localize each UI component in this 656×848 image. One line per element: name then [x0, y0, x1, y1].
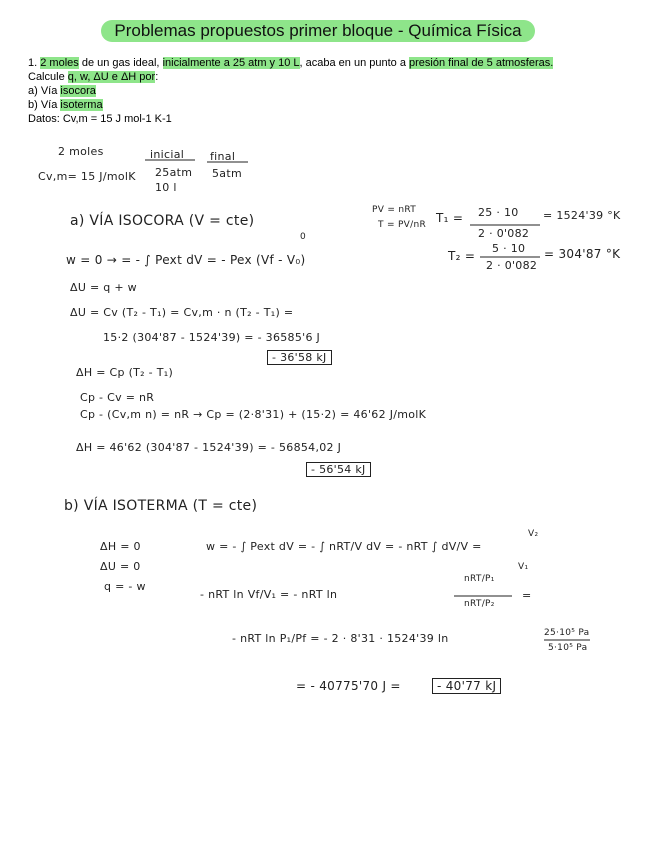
highlight-initial-state: inicialmente a 25 atm y 10 L: [162, 57, 300, 69]
t2-result: = 304'87 °K: [544, 247, 621, 261]
q-minus-w: q = - w: [104, 580, 146, 593]
highlight-final-pressure: presión final de 5 atmosferas.: [409, 57, 554, 69]
work-integral: w = - ∫ Pext dV = - ∫ nRT/V dV = - nRT ∫ dV/V =: [206, 540, 482, 553]
t1-denominator: 2 · 0'082: [478, 227, 530, 240]
text-segment: , acaba en un punto a: [299, 57, 410, 69]
du-zero: ΔU = 0: [100, 560, 141, 573]
du-result-box: - 36'58 kJ: [267, 350, 332, 365]
dh-formula: ΔH = Cp (T₂ - T₁): [76, 366, 174, 379]
t2-numerator: 5 · 10: [492, 242, 526, 255]
t2-lhs: T₂ =: [448, 249, 476, 263]
t1-result: = 1524'39 °K: [543, 209, 621, 222]
cp-relation: Cp - Cv = nR: [80, 391, 155, 404]
note-inicial-v: 10 l: [155, 181, 177, 194]
section-a-heading: a) VÍA ISOCORA (V = cte): [70, 213, 255, 229]
integral-upper: V₂: [528, 529, 539, 539]
note-inicial-p: 25atm: [155, 166, 193, 179]
note-cvm: Cv,m= 15 J/molK: [38, 170, 136, 183]
final-result: = - 40775'70 J =: [296, 679, 401, 693]
first-law: ΔU = q + w: [70, 281, 137, 294]
problem-data: Datos: Cv,m = 15 J mol-1 K-1: [28, 113, 172, 125]
note-final-p: 5atm: [212, 167, 242, 180]
note-t-pv: T = PV/nR: [378, 220, 427, 230]
section-b-heading: b) VÍA ISOTERMA (T = cte): [64, 498, 258, 514]
note-moles: 2 moles: [58, 145, 104, 158]
text-segment: b) Vía: [28, 99, 61, 111]
frac-top: nRT/P₁: [464, 574, 495, 584]
dh-result-box: - 56'54 kJ: [306, 462, 371, 477]
ln-pressure: - nRT ln P₁/Pf = - 2 · 8'31 · 1524'39 ln: [232, 632, 449, 645]
dh-zero: ΔH = 0: [100, 540, 141, 553]
ln2-numerator: 25·10⁵ Pa: [544, 628, 590, 638]
ln2-denominator: 5·10⁵ Pa: [548, 643, 588, 653]
text-segment: a) Vía: [28, 85, 61, 97]
equals-sign: =: [522, 589, 532, 602]
t1-numerator: 25 · 10: [478, 206, 519, 219]
note-zero: 0: [300, 232, 307, 242]
final-result-box: - 40'77 kJ: [432, 678, 501, 694]
t1-lhs: T₁ =: [436, 211, 464, 225]
frac-bottom: nRT/P₂: [464, 599, 495, 609]
integral-lower: V₁: [518, 562, 529, 572]
note-inicial: inicial: [150, 148, 185, 161]
highlight-isocora: isocora: [60, 85, 96, 97]
page-title: Problemas propuestos primer bloque - Química Física: [101, 20, 535, 42]
dh-calc: ΔH = 46'62 (304'87 - 1524'39) = - 56854,02 J: [76, 441, 342, 454]
text-segment: de un gas ideal,: [78, 57, 163, 69]
du-formula: ΔU = Cv (T₂ - T₁) = Cv,m · n (T₂ - T₁) =: [70, 306, 294, 319]
du-calc: 15·2 (304'87 - 1524'39) = - 36585'6 J: [103, 331, 321, 344]
t2-denominator: 2 · 0'082: [486, 259, 538, 272]
text-segment: :: [155, 71, 159, 83]
text-segment: Calcule: [28, 71, 68, 83]
highlight-quantities: q, w, ΔU e ΔH por: [67, 71, 156, 83]
highlight-isoterma: isoterma: [60, 99, 103, 111]
highlight-moles: 2 moles: [40, 57, 79, 69]
note-pv: PV = nRT: [372, 205, 417, 215]
work-equation: w = 0 → = - ∫ Pext dV = - Pex (Vf - V₀): [66, 253, 306, 267]
problem-number: 1.: [28, 57, 41, 69]
cp-calc: Cp - (Cv,m n) = nR → Cp = (2·8'31) + (15·2) = 46'62 J/molK: [80, 408, 427, 421]
note-final: final: [210, 150, 236, 163]
ln-volume: - nRT ln Vf/V₁ = - nRT ln: [200, 588, 338, 601]
